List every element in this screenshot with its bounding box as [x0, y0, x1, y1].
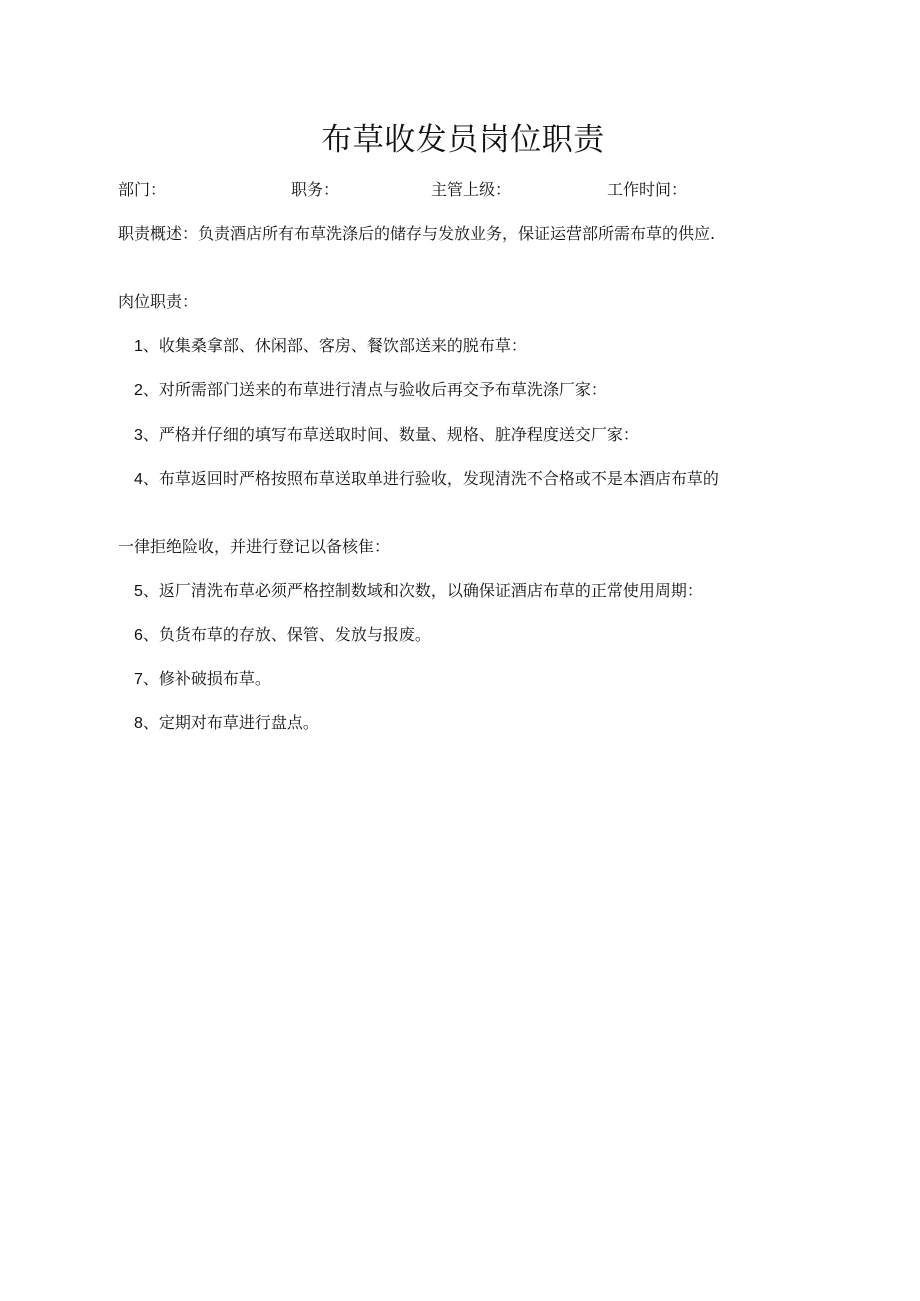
duty-text: 、布草返回时严格按照布草送取单进行验收，发现清洗不合格或不是本酒店布草的: [142, 469, 719, 488]
department-label: 部门：: [118, 180, 167, 199]
duty-item: [134, 711, 319, 736]
position-label: 职务：: [291, 180, 340, 199]
duty-item: [134, 334, 527, 359]
duty-number: 5: [134, 583, 143, 600]
duty-number: 4: [134, 471, 143, 488]
supervisor-label: 主管上级：: [431, 180, 512, 199]
duty-text: 一律拒绝险收，并进行登记以备核隹：: [118, 537, 391, 556]
duty-text: 、定期对布草进行盘点。: [142, 713, 319, 732]
document-title: 布草收发员岗位职责: [321, 122, 605, 158]
duty-number: 7: [134, 671, 143, 688]
work-time-label: 工作时间：: [607, 180, 688, 199]
duty-item: [134, 378, 607, 403]
duty-text: 、负货布草的存放、保管、发放与报废。: [142, 625, 431, 644]
duty-number: 3: [134, 427, 143, 444]
duty-text: 、收集桑拿部、休闲部、客房、餐饮部送来的脱布草：: [142, 336, 527, 355]
duty-item: [134, 423, 639, 448]
duties-heading: 肉位职责：: [118, 292, 199, 311]
duty-text: 、返厂清洗布草必须严格控制数域和次数，以确保证酒店布草的正常使用周期：: [142, 581, 703, 600]
duty-number: 6: [134, 627, 143, 644]
duty-item: [134, 579, 703, 604]
duty-number: 2: [134, 382, 143, 399]
duty-item-continuation: [118, 535, 390, 559]
duty-text: 、对所需部门送来的布草进行清点与验收后再交予布草洗涤厂家：: [142, 380, 607, 399]
duty-text: 、修补破损布草。: [142, 669, 271, 688]
duty-item: [134, 667, 271, 692]
duty-text: 、严格并仔细的填写布草送取时间、数量、规格、脏净程度送交厂家：: [142, 425, 639, 444]
duty-item: [118, 467, 794, 492]
duty-item: [134, 623, 431, 648]
duty-number: 1: [134, 338, 143, 355]
duty-number: 8: [134, 715, 143, 732]
overview-paragraph: 职责概述：负责酒店所有布草洗涤后的储存与发放业务，保证运营部所需布草的供应.: [118, 224, 716, 243]
